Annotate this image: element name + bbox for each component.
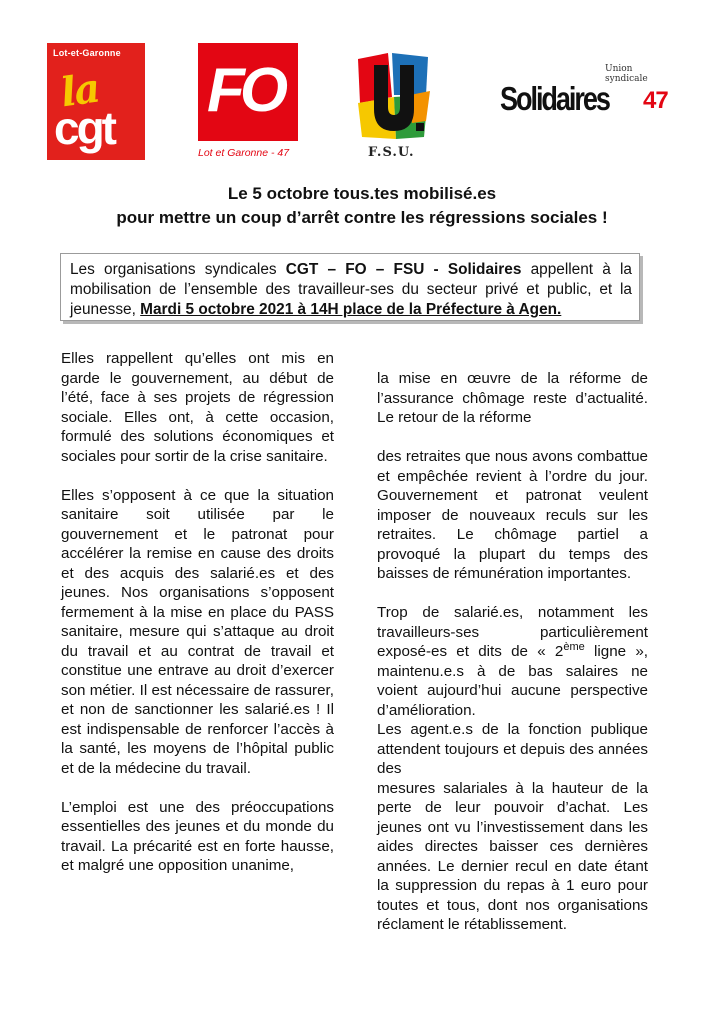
ordinal-superscript: ème xyxy=(563,640,585,653)
callout-orgs: CGT – FO – FSU - Solidaires xyxy=(285,261,522,278)
fo-logo xyxy=(198,43,298,161)
fsu-logo-mark xyxy=(354,51,434,143)
left-paragraph-1: Elles rappellent qu’elles ont mis en garde le gouvernement, au début de l’été, face à ses projets de régression sociale. Elles ont, à cette occasion, formulé des solutions économiques et sociales pour sortir de la crise sanitaire. xyxy=(61,350,334,465)
fo-logo-sub: Lot et Garonne - 47 xyxy=(198,147,290,159)
fo-logo-word: FO xyxy=(207,56,284,125)
solidaires-logo-union xyxy=(605,64,648,84)
cgt-logo xyxy=(47,43,145,160)
right-paragraph-3 xyxy=(377,603,648,720)
fo-logo-box xyxy=(198,43,298,141)
title-line-1: Le 5 octobre tous.tes mobilisé.es xyxy=(227,184,497,203)
right-paragraph-2: des retraites que nous avons combattue et empêchée revient à l’ordre du jour. Gouvernement et patronat veulent imposer de nouveaux reculs sur les retraites. Le chômage partiel a provoqué la plupart du temps des baisses de rémunération importantes. xyxy=(377,448,648,582)
call-to-action-text xyxy=(70,260,632,320)
page-title xyxy=(30,182,694,230)
solidaires-logo-num: 47 xyxy=(643,87,668,114)
right-paragraph-5: mesures salariales à la hauteur de la perte de leur pouvoir d’achat. Les jeunes ont vu l’investissement dans les aides directes baisser ces dernières années. Le dernier recul en date étant la suppression du repas à 1 euro pour toutes et tous, dont nos organisations réclament le rétablissement. xyxy=(377,779,648,933)
right-paragraph-3a: Trop de salarié.es, notamment les travailleurs-ses particulièrement exposé-es et dits de « 2 xyxy=(377,604,648,660)
callout-text-2: appellent à la mobilisation de l’ensemble des travailleur-ses du secteur privé et public, et la jeunesse, xyxy=(70,261,632,318)
callout-text-1: Les organisations syndicales xyxy=(70,261,286,278)
cgt-logo-dept: Lot-et-Garonne xyxy=(53,48,121,58)
cgt-logo-word: cgt xyxy=(54,102,114,154)
call-to-action-box xyxy=(60,253,640,321)
title-line-2: pour mettre un coup d’arrêt contre les régressions sociales ! xyxy=(116,208,608,227)
left-paragraph-2: Elles s’opposent à ce que la situation sanitaire soit utilisée par le gouvernement et le patronat pour accélérer la remise en cause des droits et des acquis des salarié.es et des jeunes. Nos organisations s’opposent fermement à la mise en place du PASS sanitaire, mesure qui s’attaque au droit du travail et au contrat de travail et constitue une entrave au droit d’exercer son métier. Il est nécessaire de rassurer, et non de sanctionner les salarié.es ! Il est indispensable de renforcer l’accès à la santé, les moyens de l’hôpital public et de la médecine du travail. xyxy=(61,486,334,777)
solidaires-logo xyxy=(500,62,675,122)
right-column xyxy=(377,369,648,935)
left-paragraph-3: L’emploi est une des préoccupations essentielles des jeunes et du monde du travail. La précarité est en forte hausse, et malgré une opposition unanime, xyxy=(61,798,334,874)
callout-date: Mardi 5 octobre 2021 à 14H place de la Préfecture à Agen. xyxy=(140,301,562,318)
fsu-logo xyxy=(354,51,434,160)
solidaires-union-line1: Union xyxy=(605,64,633,74)
right-paragraph-3b: ligne », maintenu.e.s à de bas salaires ne voient aujourd’hui aucune perspective d’amélioration. xyxy=(377,643,648,719)
fsu-logo-word: F.S.U. xyxy=(368,145,415,160)
right-paragraph-1: la mise en œuvre de la réforme de l’assurance chômage reste d’actualité. Le retour de la réforme xyxy=(377,370,648,426)
solidaires-logo-word: Solidaires xyxy=(500,80,609,117)
left-column xyxy=(61,349,334,876)
solidaires-union-line2: syndicale xyxy=(605,74,648,84)
cgt-logo-la: la xyxy=(57,64,102,117)
right-paragraph-4: Les agent.e.s de la fonction publique attendent toujours et depuis des années des xyxy=(377,721,648,777)
